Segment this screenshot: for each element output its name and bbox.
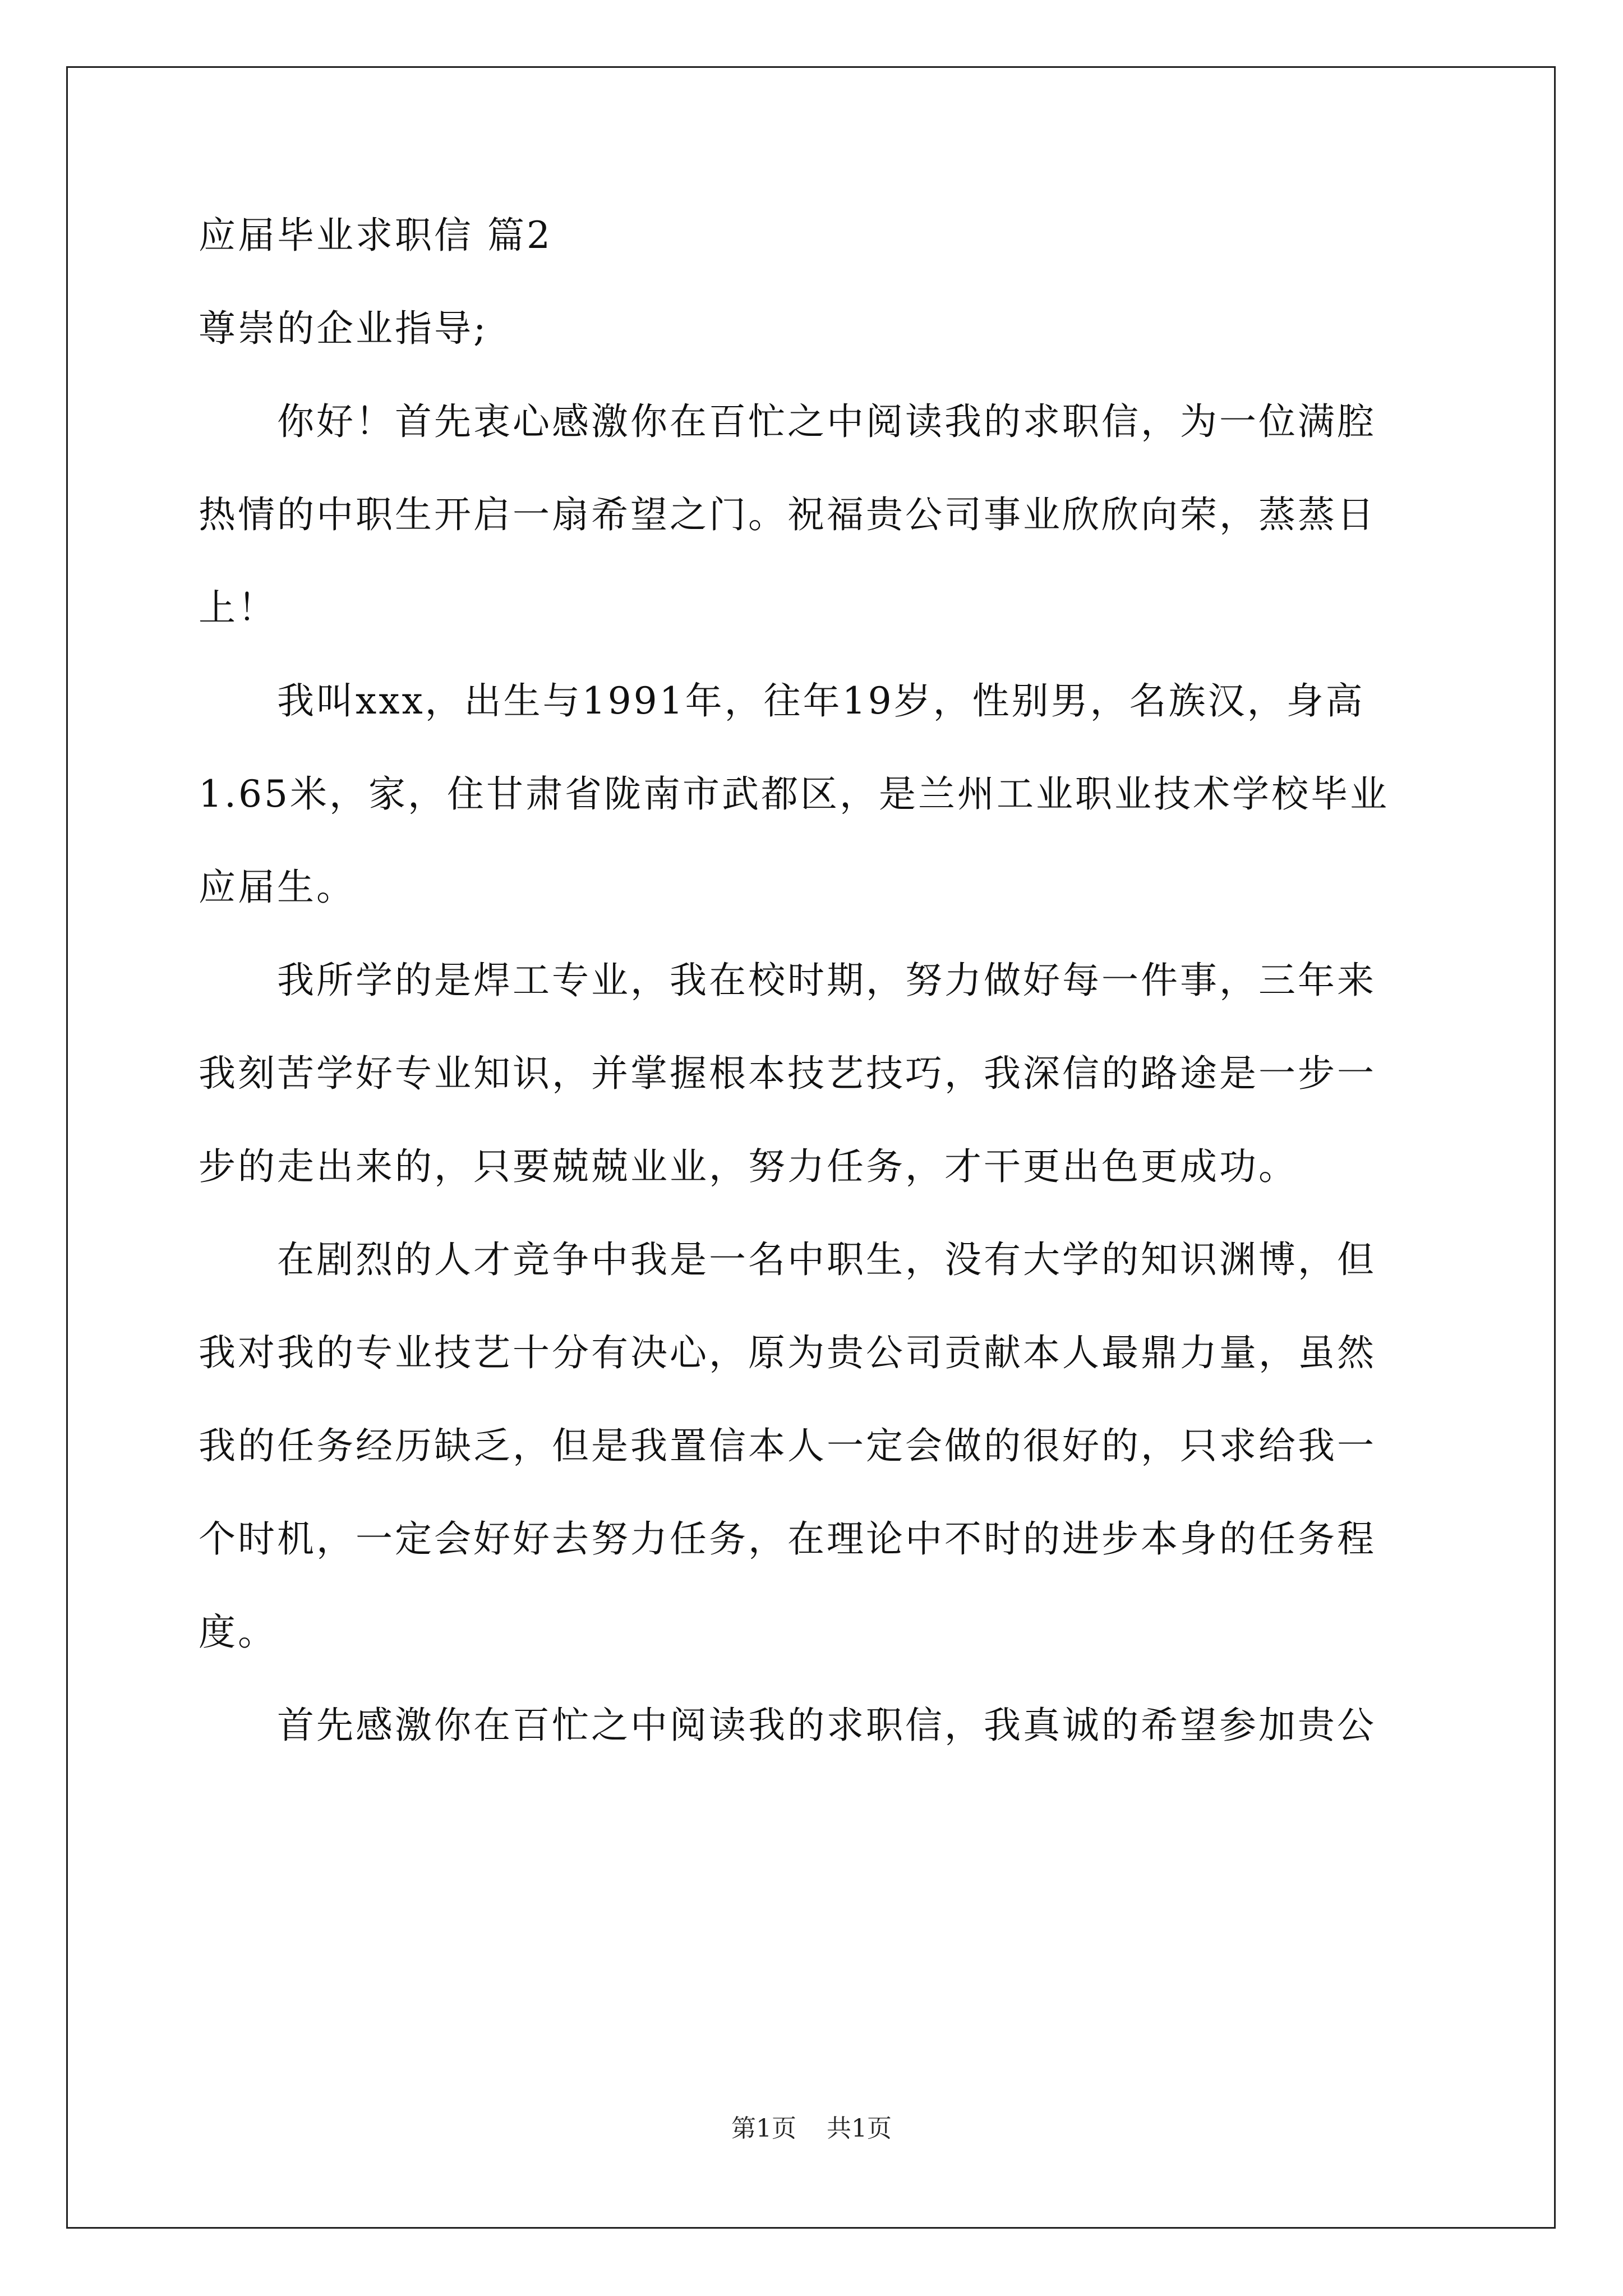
paragraph-line: 应届生。: [199, 866, 356, 909]
paragraph-line: 热情的中职生开启一扇希望之门。祝福贵公司事业欣欣向荣，蒸蒸日: [199, 493, 1376, 536]
paragraph-line: 我叫xxx，出生与1991年，往年19岁，性别男，名族汉，身高: [199, 679, 1365, 723]
paragraph-line: 你好！首先衷心感激你在百忙之中阅读我的求职信，为一位满腔: [199, 400, 1376, 443]
paragraph-line: 上！: [199, 586, 277, 629]
paragraph-line: 我的任务经历缺乏，但是我置信本人一定会做的很好的，只求给我一: [199, 1424, 1376, 1467]
paragraph-line: 我对我的专业技艺十分有决心，原为贵公司贡献本人最鼎力量，虽然: [199, 1331, 1376, 1374]
page-number-current: 第1页: [731, 2114, 796, 2143]
document-title: 应届毕业求职信 篇2: [199, 214, 552, 257]
paragraph-2: [199, 679, 1432, 910]
paragraph-line: 我刻苦学好专业知识，并掌握根本技艺技巧，我深信的路途是一步一: [199, 1052, 1376, 1095]
paragraph-line: 度。: [199, 1611, 277, 1654]
salutation: 尊崇的企业指导;: [199, 307, 488, 350]
page-footer: [0, 2115, 1623, 2143]
paragraph-line: 我所学的是焊工专业，我在校时期，努力做好每一件事，三年来: [199, 959, 1376, 1002]
paragraph-1: [199, 399, 1432, 631]
paragraph-line: 1.65米，家，住甘肃省陇南市武都区，是兰州工业职业技术学校毕业: [199, 772, 1389, 816]
paragraph-3: [199, 958, 1432, 1189]
paragraph-5: [199, 1703, 1432, 1748]
paragraph-line: 首先感激你在百忙之中阅读我的求职信，我真诚的希望参加贵公: [199, 1704, 1376, 1747]
paragraph-4: [199, 1237, 1432, 1655]
letter-body: [199, 213, 1432, 1796]
paragraph-line: 在剧烈的人才竞争中我是一名中职生，没有大学的知识渊博，但: [199, 1238, 1376, 1281]
paragraph-line: 步的走出来的，只要兢兢业业，努力任务，才干更出色更成功。: [199, 1145, 1298, 1188]
page-number-total: 共1页: [827, 2114, 892, 2143]
paragraph-line: 个时机，一定会好好去努力任务，在理论中不时的进步本身的任务程: [199, 1517, 1376, 1561]
